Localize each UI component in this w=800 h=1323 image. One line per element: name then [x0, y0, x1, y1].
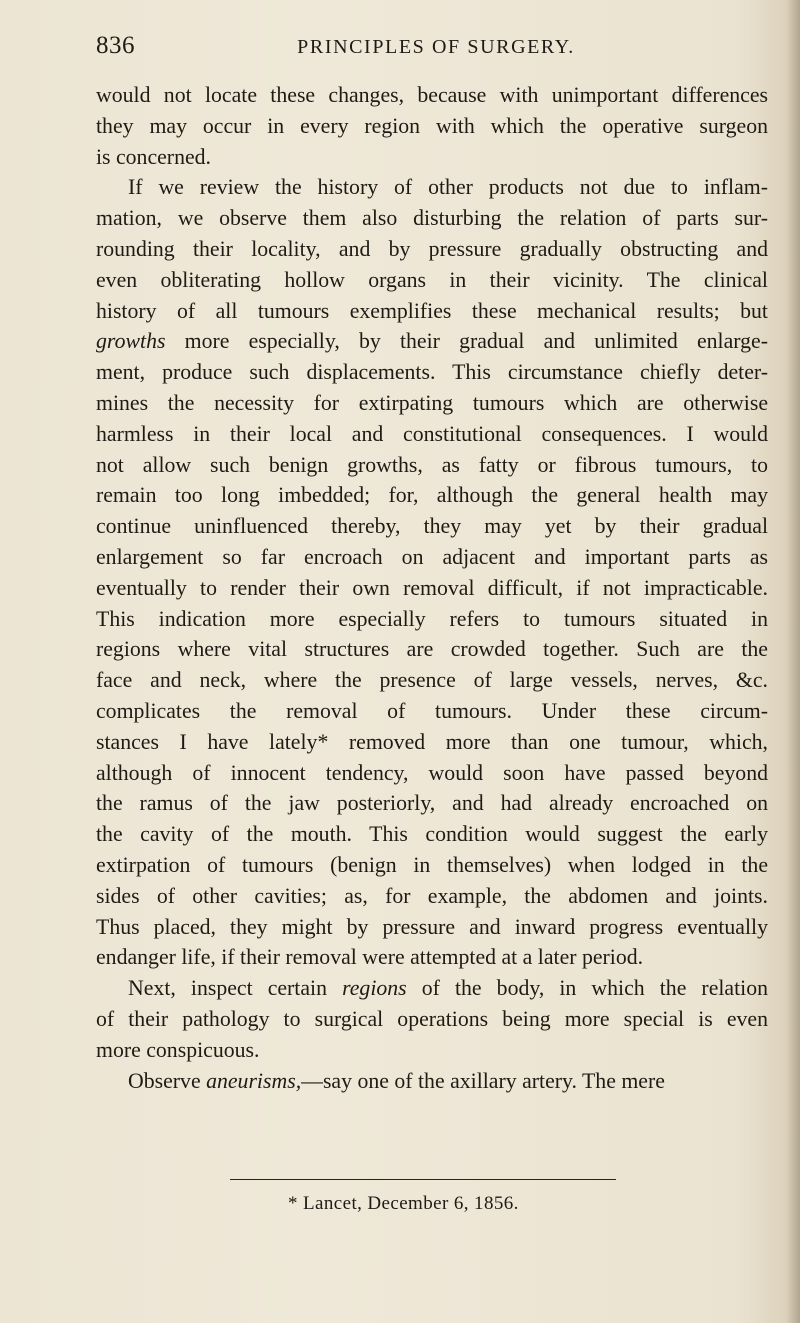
paragraph — [96, 973, 768, 1065]
text-line: stances I have lately* removed more than one tumour, which, — [96, 729, 768, 754]
text-line: more conspicuous. — [96, 1037, 260, 1062]
text-line: extirpation of tumours (benign in themselves) when lodged in the — [96, 852, 768, 877]
body-text — [96, 80, 768, 1096]
page-header — [96, 32, 746, 66]
text-line: not allow such benign growths, as fatty or fibrous tumours, to — [96, 452, 768, 477]
text-line: growths more especially, by their gradual and unlimited enlarge- — [96, 329, 768, 354]
page-edge-shadow — [786, 0, 800, 1323]
text-line: complicates the removal of tumours. Under these circum- — [96, 698, 768, 723]
text-line: of their pathology to surgical operations being more special is even — [96, 1006, 768, 1031]
text-line: This indication more especially refers to tumours situated in — [96, 606, 768, 631]
text-line: remain too long imbedded; for, although the general health may — [96, 483, 768, 508]
footnote-rule — [230, 1179, 616, 1180]
paragraph — [96, 172, 768, 973]
text-line: mation, we observe them also disturbing the relation of parts sur- — [96, 206, 768, 231]
text-line: history of all tumours exemplifies these mechanical results; but — [96, 298, 768, 323]
text-line: they may occur in every region with which the operative surgeon — [96, 113, 768, 138]
text-line: endanger life, if their removal were attempted at a later period. — [96, 945, 644, 970]
text-line: continue uninfluenced thereby, they may yet by their gradual — [96, 514, 768, 539]
text-line: enlargement so far encroach on adjacent and important parts as — [96, 544, 768, 569]
footnote: * Lancet, December 6, 1856. — [288, 1193, 519, 1214]
text-line: the ramus of the jaw posteriorly, and had already encroached on — [96, 791, 768, 816]
text-line: Thus placed, they might by pressure and inward progress eventually — [96, 914, 768, 939]
paragraph — [96, 80, 768, 172]
text-line: the cavity of the mouth. This condition would suggest the early — [96, 822, 768, 847]
running-head: PRINCIPLES OF SURGERY. — [297, 36, 575, 58]
text-line: face and neck, where the presence of large vessels, nerves, &c. — [96, 668, 768, 693]
text-line: Observe aneurisms,—say one of the axillary artery. The mere — [128, 1068, 665, 1093]
text-line: mines the necessity for extirpating tumours which are otherwise — [96, 390, 768, 415]
text-line: although of innocent tendency, would soon have passed beyond — [96, 760, 768, 785]
text-line: rounding their locality, and by pressure gradually obstructing and — [96, 236, 768, 261]
text-line: regions where vital structures are crowded together. Such are the — [96, 637, 768, 662]
text-line: harmless in their local and constitutional consequences. I would — [96, 421, 768, 446]
text-line: is concerned. — [96, 144, 211, 169]
paragraph — [96, 1066, 768, 1097]
text-line: sides of other cavities; as, for example, the abdomen and joints. — [96, 883, 768, 908]
page-number: 836 — [96, 32, 135, 59]
text-line: ment, produce such displacements. This circumstance chiefly deter- — [96, 360, 768, 385]
text-line: would not locate these changes, because with unimportant differences — [96, 83, 768, 107]
text-line: eventually to render their own removal difficult, if not impracticable. — [96, 575, 768, 600]
text-line: even obliterating hollow organs in their vicinity. The clinical — [96, 267, 768, 292]
text-line: Next, inspect certain regions of the body, in which the relation — [128, 976, 769, 1001]
text-line: If we review the history of other products not due to inflam- — [128, 175, 768, 200]
